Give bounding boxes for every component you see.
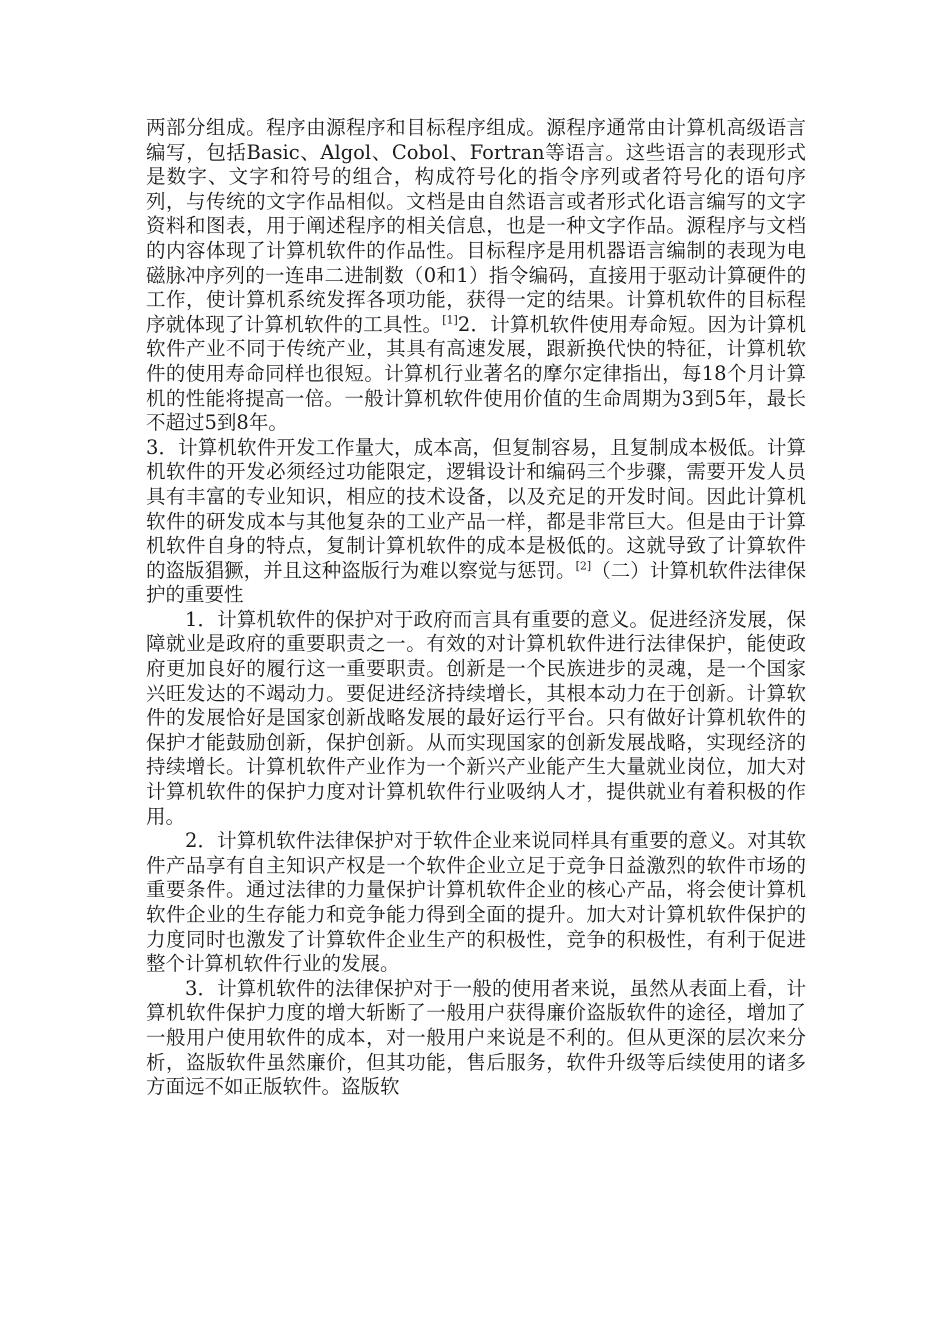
paragraph-2 [146, 436, 806, 608]
paragraph-text: 2．计算机软件法律保护对于软件企业来说同样具有重要的意义。对其软件产品享有自主知识产权是一个软件企业立足于竞争日益激烈的软件市场的重要条件。通过法律的力量保护计算机软件企业的核心产品，将会使计算机软件企业的生存能力和竞争能力得到全面的提升。加大对计算机软件保护的力度同时也激发了计算软件企业生产的积极性，竞争的积极性，有利于促进整个计算机软件行业的发展。 [146, 829, 806, 976]
citation-2: [2] [575, 559, 592, 573]
document-body [146, 116, 806, 1100]
paragraph-text: 2．计算机软件使用寿命短。因为计算机软件产业不同于传统产业，其具有高速发展，跟新换代快的特征，计算机软件的使用寿命同样也很短。计算机行业著名的摩尔定律指出，每18个月计算机的性能将提高一倍。一般计算机软件使用价值的生命周期为3到5年，最长不超过5到8年。 [146, 312, 806, 435]
paragraph-5 [146, 977, 806, 1100]
paragraph-text: 3．计算机软件开发工作量大，成本高，但复制容易，且复制成本极低。计算机软件的开发必须经过功能限定，逻辑设计和编码三个步骤，需要开发人员具有丰富的专业知识，相应的技术设备，以及充足的开发时间。因此计算机软件的研发成本与其他复杂的工业产品一样，都是非常巨大。但是由于计算机软件自身的特点，复制计算机软件的成本是极低的。这就导致了计算软件的盗版猖獗，并且这种盗版行为难以察觉与惩罚。 [146, 435, 806, 582]
paragraph-3 [146, 608, 806, 829]
paragraph-1 [146, 116, 806, 436]
paragraph-4 [146, 829, 806, 977]
section-heading-importance: （二）计算机软件法律保护的重要性 [146, 558, 806, 607]
citation-1: [1] [442, 313, 458, 327]
paragraph-text: 3．计算机软件的法律保护对于一般的使用者来说，虽然从表面上看，计算机软件保护力度的增大斩断了一般用户获得廉价盗版软件的途径，增加了一般用户使用软件的成本，对一般用户来说是不利的。但从更深的层次来分析，盗版软件虽然廉价，但其功能，售后服务，软件升级等后续使用的诸多方面远不如正版软件。盗版软 [146, 976, 806, 1099]
paragraph-text: 1．计算机软件的保护对于政府而言具有重要的意义。促进经济发展，保障就业是政府的重要职责之一。有效的对计算机软件进行法律保护，能使政府更加良好的履行这一重要职责。创新是一个民族进步的灵魂，是一个国家兴旺发达的不竭动力。要促进经济持续增长，其根本动力在于创新。计算软件的发展恰好是国家创新战略发展的最好运行平台。只有做好计算机软件的保护才能鼓励创新，保护创新。从而实现国家的创新发展战略，实现经济的持续增长。计算机软件产业作为一个新兴产业能产生大量就业岗位，加大对计算机软件的保护力度对计算机软件行业吸纳人才，提供就业有着积极的作用。 [146, 607, 806, 828]
paragraph-text: 两部分组成。程序由源程序和目标程序组成。源程序通常由计算机高级语言编写，包括Basic、Algol、Cobol、Fortran等语言。这些语言的表现形式是数字、文字和符号的组合，构成符号化的指令序列或者符号化的语句序列，与传统的文字作品相似。文档是由自然语言或者形式化语言编写的文字资料和图表，用于阐述程序的相关信息，也是一种文字作品。源程序与文档的内容体现了计算机软件的作品性。目标程序是用机器语言编制的表现为电磁脉冲序列的一连串二进制数（0和1）指令编码，直接用于驱动计算硬件的工作，使计算机系统发挥各项功能，获得一定的结果。计算机软件的目标程序就体现了计算机软件的工具性。 [146, 116, 806, 336]
